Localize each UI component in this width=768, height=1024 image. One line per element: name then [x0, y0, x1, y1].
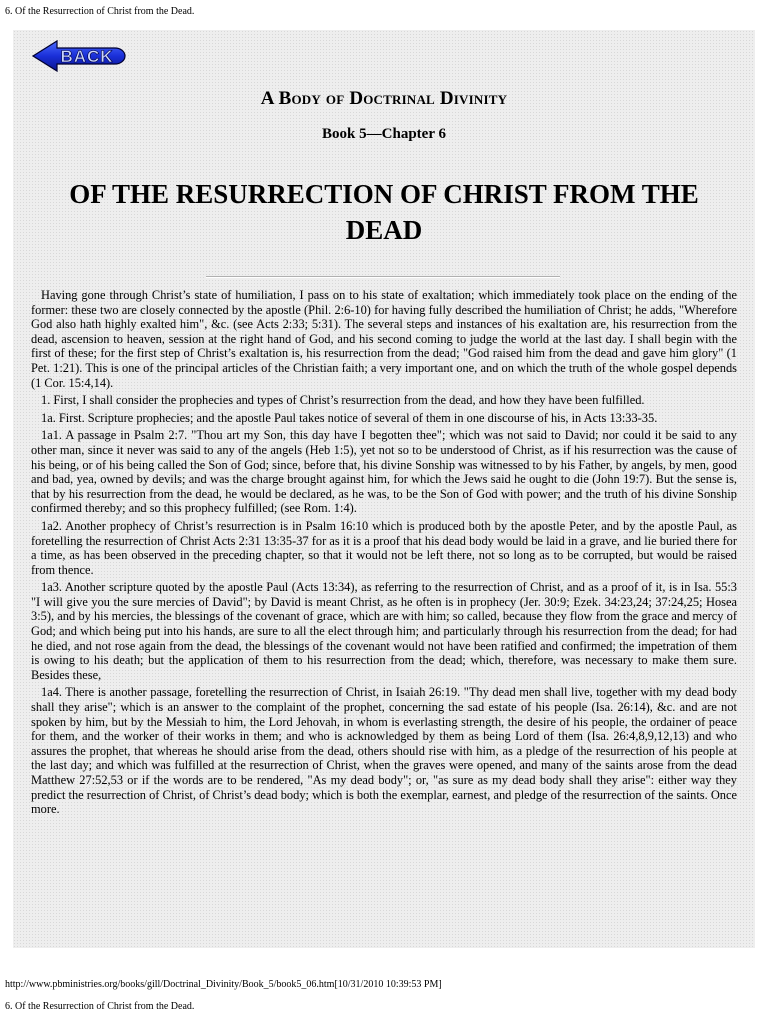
title-divider [206, 276, 560, 278]
paragraph-1: 1. First, I shall consider the prophecies and types of Christ’s resurrection from the dead, and how they have been fulfilled. [41, 393, 645, 408]
print-footer-title: 6. Of the Resurrection of Christ from the Dead. [5, 1001, 195, 1012]
back-button-label: BACK [60, 47, 114, 66]
chapter-label: Book 5—Chapter 6 [322, 126, 446, 142]
print-footer-url: http://www.pbministries.org/books/gill/Doctrinal_Divinity/Book_5/book5_06.htm[10/31/2010 10:39:53 PM] [5, 979, 442, 990]
back-button[interactable] [31, 38, 127, 74]
paragraph-intro: Having gone through Christ’s state of humiliation, I pass on to his state of exaltation; which immediately took place on the ending of the former: these two are closely connected by the apostle (Phil. 2:6-10) for having fully described the humiliation of Christ; he adds, "Wherefore God also hath highly exalted him", &c. (see Acts 2:33; 5:31). The several steps and instances of his exaltation are, his resurrection from the dead, ascension to heaven, session at the right hand of God, and his second coming to judge the world at the last day. I shall begin with the first of these; for the first step of Christ’s exaltation is, his resurrection from the dead; "God raised him from the dead and gave him glory" (1 Pet. 1:21). This is one of the principal articles of the Christian faith; a very important one, and on which the truth of the whole gospel depends (1 Cor. 15:4,14). [31, 288, 737, 390]
paragraph-1a2: 1a2. Another prophecy of Christ’s resurrection is in Psalm 16:10 which is produced both by the apostle Peter, and by the apostle Paul, as foretelling the resurrection of Christ Acts 2:31 13:35-37 for as it is a proof that his dead body would be laid in a grave, and lie buried there for a time, as has been observed in the preceding chapter, so that it would not be left there, not so long as to be corrupted, but would be raised from thence. [31, 518, 737, 577]
paragraph-1a4: 1a4. There is another passage, foretelling the resurrection of Christ, in Isaiah 26:19. "Thy dead men shall live, together with my dead body shall they arise"; which is an answer to the complaint of the prophet, concerning the sad estate of his people (Isa. 26:14), &c. and are not spoken by him, but by the Messiah to him, the Lord Jehovah, in whom is everlasting strength, the desire of his people, the ordainer of peace for them, and the worker of their works in them; and who is acknowledged by them as being Lord of them (Isa. 26:4,8,9,12,13) and who assures the prophet, that whereas he should arise from the dead, others should rise with him, as a pledge of the resurrection of his people at the last day; and which was fulfilled at the resurrection of Christ, when the graves were opened, and many of the saints arose from the dead Matthew 27:52,53 or if the words are to be rendered, "As my dead body"; or, "as sure as my dead body shall they arise": either way they predict the resurrection of Christ, of Christ’s dead body; which is both the exemplar, earnest, and pledge of the resurrection of the saints. Once more. [31, 685, 737, 817]
paragraph-1a: 1a. First. Scripture prophecies; and the apostle Paul takes notice of several of them in one discourse of his, in Acts 13:33-35. [41, 410, 658, 425]
print-header: 6. Of the Resurrection of Christ from the Dead. [5, 6, 195, 17]
paragraph-1a1: 1a1. A passage in Psalm 2:7. "Thou art my Son, this day have I begotten thee"; which was not said to David; nor could it be said to any other man, since it never was said to any of the angels (Heb 1:5), yet not so to be understood of Christ, as if his resurrection was the cause of his being, or of his being called the Son of God; since, before that, his divine Sonship was witnessed to by his Father, by angels, by men, good and bad, yea, owned by devils; and was the charge brought against him, for which the Jews said he ought to die (John 19:7). But the sense is, that by his resurrection from the dead, he would be declared, as he was, to be the Son of God with power; and the truth of his divine Sonship confirmed thereby; and so this prophecy fulfilled; (see Rom. 1:4). [31, 428, 737, 516]
page-panel [13, 30, 755, 948]
paragraph-1a3: 1a3. Another scripture quoted by the apostle Paul (Acts 13:34), as referring to the resurrection of Christ, and as a proof of it, is in Isa. 55:3 "I will give you the sure mercies of David"; by David is meant Christ, as he often is in prophecy (Jer. 30:9; Ezek. 34:23,24; 37:24,25; Hosea 3:5), and by his mercies, the blessings of the covenant of grace, which are with him; so called, because they flow from the grace and mercy of God; and which being put into his hands, are sure to all the elect through him; and particularly through his resurrection from the dead; for had he died, and not rose again from the dead, the blessings of the covenant would not have been ratified and confirmed; the impetration of them is owing to his death; but the application of them to his resurrection from the dead; which, therefore, was necessary to make them sure. Besides these, [31, 580, 737, 682]
chapter-title: OF THE RESURRECTION OF CHRIST FROM THE DEAD [69, 179, 699, 245]
book-title: A Body of Doctrinal Divinity [260, 88, 508, 109]
chapter-body [31, 288, 737, 820]
